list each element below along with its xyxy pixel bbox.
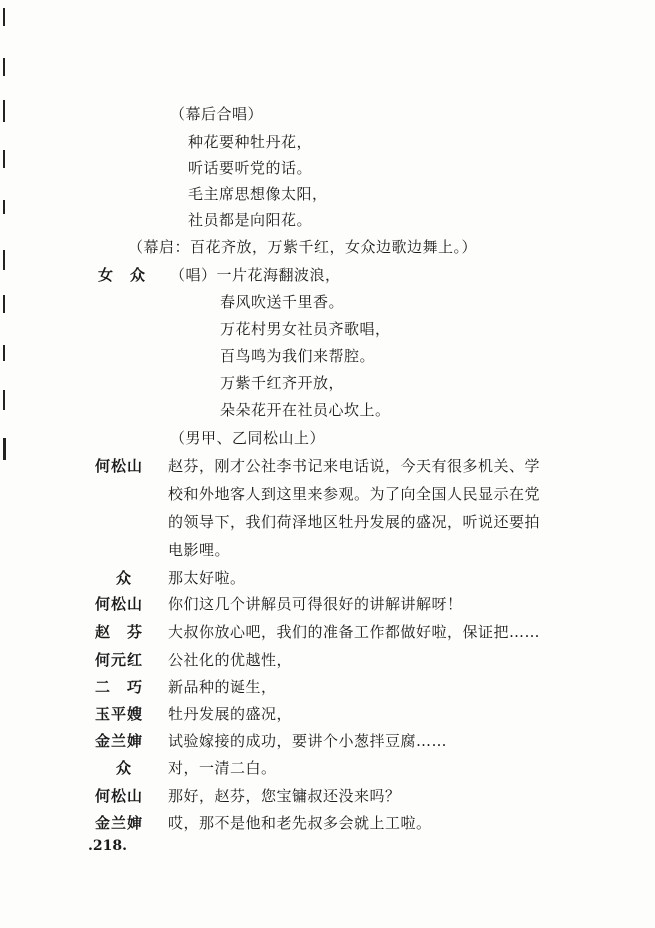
scan-edge-mark xyxy=(3,58,5,76)
lyric-line: 万紫千红齐开放， xyxy=(220,374,345,392)
lyric-line: 种花要种牡丹花， xyxy=(188,133,313,151)
speaker-label: 何松山 xyxy=(95,595,144,613)
lyric-line: 春风吹送千里香。 xyxy=(220,293,345,311)
lyric-line: 万花村男女社员齐歌唱， xyxy=(220,320,391,338)
scan-edge-mark xyxy=(3,100,5,122)
speaker-label: 众 xyxy=(116,759,133,777)
scan-edge-mark xyxy=(3,390,5,410)
scan-edge-mark xyxy=(3,438,6,460)
dialogue-line: 公社化的优越性， xyxy=(168,651,293,669)
speaker-label: 何松山 xyxy=(95,787,144,805)
speaker-label: 何松山 xyxy=(95,457,144,475)
dialogue-line: 牡丹发展的盛况， xyxy=(168,705,293,723)
page-number: .218. xyxy=(88,838,127,854)
stage-direction-offstage-chorus: （幕后合唱） xyxy=(170,105,264,123)
scan-edge-mark xyxy=(3,250,5,270)
dialogue-line: 对，一清二白。 xyxy=(168,759,277,777)
stage-direction-curtain: （幕启：百花齐放，万紫千红，女众边歌边舞上。） xyxy=(128,238,478,256)
dialogue-line: 你们这几个讲解员可得很好的讲解讲解呀！ xyxy=(168,595,463,613)
dialogue-line: 那好，赵芬，您宝镛叔还没来吗？ xyxy=(168,787,401,805)
stage-direction-entrance: （男甲、乙同松山上） xyxy=(170,429,326,447)
speaker-label: 女 众 xyxy=(98,266,147,284)
lyric-line: 朵朵花开在社员心坎上。 xyxy=(220,401,391,419)
dialogue-line: 那太好啦。 xyxy=(168,569,246,587)
dialogue-line: 电影哩。 xyxy=(168,541,231,559)
speaker-label: 众 xyxy=(116,569,133,587)
scan-edge-mark xyxy=(3,345,5,361)
speaker-label: 二 巧 xyxy=(95,678,144,696)
speaker-label: 赵 芬 xyxy=(95,623,144,641)
lyric-line: 听话要听党的话。 xyxy=(188,159,313,177)
scan-edge-mark xyxy=(3,8,5,26)
speaker-label: 玉平嫂 xyxy=(95,705,144,723)
lyric-line: 百鸟鸣为我们来帮腔。 xyxy=(220,347,376,365)
scan-edge-mark xyxy=(3,295,5,313)
lyric-line: 社员都是向阳花。 xyxy=(188,211,313,229)
lyric-line: 毛主席思想像太阳， xyxy=(188,185,328,203)
dialogue-line: 的领导下，我们荷泽地区牡丹发展的盛况，听说还要拍 xyxy=(168,513,541,531)
dialogue-line: 新品种的诞生， xyxy=(168,678,277,696)
lyric-line: （唱）一片花海翻波浪， xyxy=(170,266,341,284)
dialogue-line: 试验嫁接的成功，要讲个小葱拌豆腐…… xyxy=(168,732,448,750)
speaker-label: 何元红 xyxy=(95,651,144,669)
dialogue-line: 大叔你放心吧，我们的准备工作都做好啦，保证把…… xyxy=(168,623,541,641)
scan-edge-mark xyxy=(3,200,5,214)
speaker-label: 金兰婶 xyxy=(95,732,144,750)
dialogue-line: 校和外地客人到这里来参观。为了向全国人民显示在党 xyxy=(168,485,541,503)
dialogue-line: 哎，那不是他和老先叔多会就上工啦。 xyxy=(168,814,432,832)
scan-edge-mark xyxy=(3,150,5,168)
speaker-label: 金兰婶 xyxy=(95,814,144,832)
dialogue-line: 赵芬，刚才公社李书记来电话说，今天有很多机关、学 xyxy=(168,457,541,475)
